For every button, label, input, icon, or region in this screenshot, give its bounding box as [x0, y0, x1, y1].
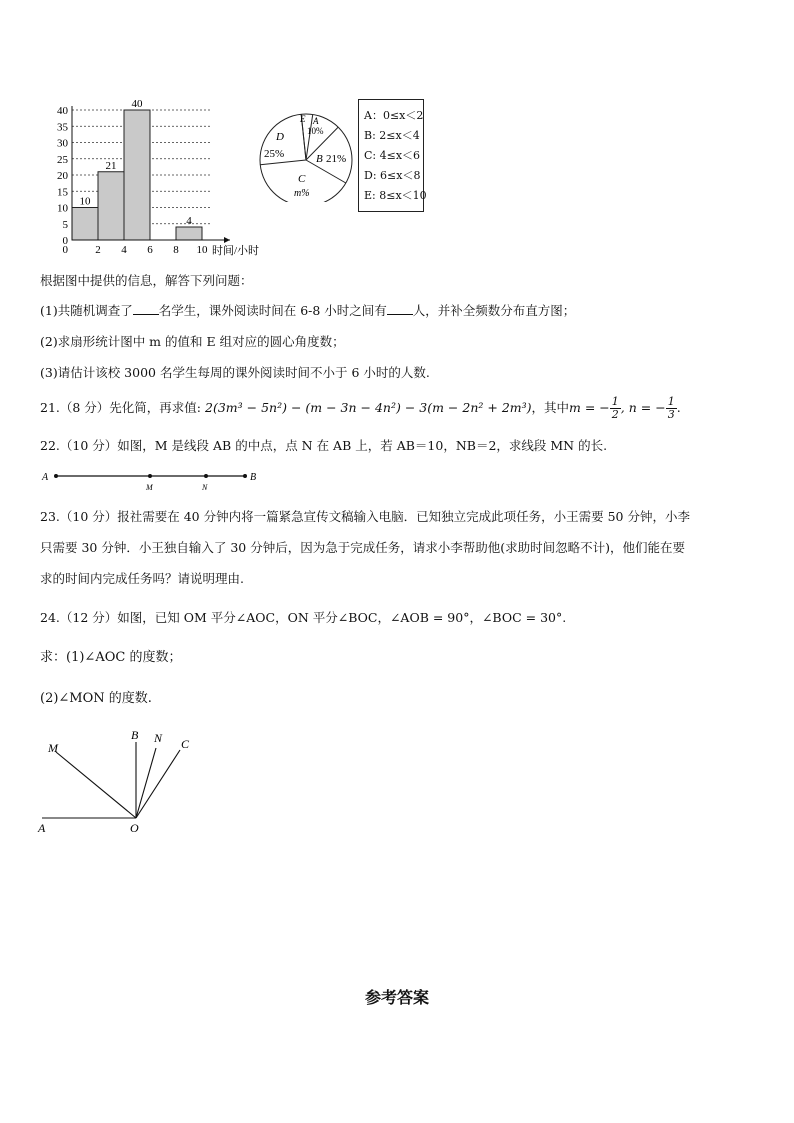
- point-m: [148, 474, 152, 478]
- pie-pct-a: 10%: [307, 126, 324, 136]
- y-tick-15: 15: [57, 186, 68, 199]
- histogram-chart: [40, 92, 272, 262]
- histogram-bars: [72, 110, 202, 240]
- y-tick-5: 5: [62, 218, 68, 231]
- angle-diagram: [34, 724, 204, 836]
- x-tick-2: 2: [95, 244, 101, 256]
- segment-diagram: [40, 466, 270, 494]
- pie-label-a: A: [313, 116, 319, 126]
- y-tick-20: 20: [57, 170, 68, 182]
- label-b: B: [131, 728, 139, 742]
- question-20-1: (1)共随机调查了 名学生，课外阅读时间在 6-8 小时之间有 人，并补全频数分布直方图；: [40, 303, 576, 318]
- question-24-part2: (2)∠MON 的度数.: [40, 691, 152, 706]
- q24-math: ∠AOC，ON 平分∠BOC，∠AOB = 90°，∠BOC = 30°: [235, 610, 563, 625]
- answer-blank-2[interactable]: [387, 302, 413, 315]
- pie-boundary-e: [306, 114, 313, 160]
- label-m: M: [146, 483, 153, 492]
- pie-pct-d: 25%: [264, 148, 285, 160]
- pie-chart: [256, 102, 356, 202]
- y-tick-40: 40: [57, 105, 68, 117]
- question-21: 21.（8 分）先化简，再求值: 2(3m³ − 5n²) − (m − 3n − 4n²) − 3(m − 2n² + 2m³)，其中m = − $\frac{1}{2}$ , n = − $\frac{1}{3}$ .: [40, 395, 681, 421]
- x-tick-6: 6: [147, 244, 153, 256]
- bar-label-4-6: 40: [131, 98, 143, 110]
- x-tick-8: 8: [173, 244, 179, 256]
- pie-label-e: E: [300, 114, 306, 124]
- point-n: [204, 474, 208, 478]
- ray-oc: [136, 750, 180, 818]
- q21-expression: 2(3m³ − 5n²) − (m − 3n − 4n²) − 3(m − 2n² + 2m³): [205, 400, 532, 415]
- question-20-3: (3)请估计该校 3000 名学生每周的课外阅读时间不小于 6 小时的人数.: [40, 365, 430, 380]
- legend-item-b: B: 2≤x＜4: [364, 129, 420, 142]
- legend-item-a: A：0≤x＜2: [364, 109, 424, 122]
- bar-label-2-4: 21: [105, 159, 117, 172]
- question-22: 22.（10 分）如图，M 是线段 AB 的中点，点 N 在 AB 上，若 AB＝10，NB＝2，求线段 MN 的长.: [40, 438, 608, 453]
- ray-om: [56, 752, 136, 818]
- intro-text: 根据图中提供的信息，解答下列问题：: [40, 273, 253, 288]
- point-b: [243, 474, 247, 478]
- y-tick-35: 35: [57, 121, 68, 134]
- y-tick-0: 0: [62, 235, 68, 247]
- label-a: A: [42, 472, 49, 483]
- x-tick-10: 10: [196, 244, 208, 256]
- y-tick-25: 25: [57, 153, 68, 166]
- label-n: N: [154, 731, 163, 745]
- x-axis-label: 时间/小时: [212, 245, 260, 257]
- fraction-m: $\frac{1}{2}$: [611, 395, 619, 421]
- y-tick-10: 10: [57, 202, 68, 215]
- question-23-line1: 23.（10 分）报社需要在 40 分钟内将一篇紧急宣传文稿输入电脑．已知独立完成此项任务，小王需要 50 分钟，小李: [40, 509, 690, 524]
- pie-label-c: C: [298, 173, 306, 185]
- pie-label-d: D: [276, 131, 284, 143]
- label-b: B: [250, 472, 257, 483]
- bar-8-10: [176, 227, 202, 240]
- question-23-line2: 只需要 30 分钟．小王独自输入了 30 分钟后，因为急于完成任务，请求小李帮助他(求助时间忽略不计)，他们能在要: [40, 540, 685, 555]
- pie-boundary-c: [260, 160, 306, 165]
- pie-legend: [358, 99, 427, 212]
- point-a: [54, 474, 58, 478]
- fraction-n: $\frac{1}{3}$: [667, 395, 675, 421]
- x-tick-4: 4: [121, 244, 127, 256]
- y-tick-30: 30: [57, 137, 68, 150]
- bar-label-8-10: 4: [186, 215, 192, 227]
- question-23-line3: 求的时间内完成任务吗？请说明理由.: [40, 571, 244, 586]
- label-a: A: [38, 821, 46, 835]
- legend-item-e: E: 8≤x＜10: [364, 189, 427, 202]
- bar-4-6: [124, 110, 150, 240]
- bar-0-2: [72, 208, 98, 241]
- x-tick-0: 0: [62, 244, 68, 256]
- legend-item-c: C: 4≤x＜6: [364, 149, 421, 162]
- legend-item-d: D: 6≤x＜8: [364, 169, 421, 182]
- pie-pct-c: m%: [294, 188, 310, 199]
- question-24-part1: 求：(1)∠AOC 的度数；: [40, 650, 182, 665]
- answer-section-title: 参考答案: [364, 988, 429, 1007]
- label-o: O: [130, 821, 139, 835]
- pie-pct-b: 21%: [326, 153, 347, 165]
- label-c: C: [181, 737, 190, 751]
- ray-on: [136, 748, 156, 818]
- label-m: M: [48, 741, 58, 755]
- pie-label-b: B: [316, 153, 323, 165]
- label-n: N: [202, 483, 208, 492]
- x-axis-arrow: [224, 237, 230, 243]
- question-20-2: (2)求扇形统计图中 m 的值和 E 组对应的圆心角度数；: [40, 334, 345, 349]
- bar-label-0-2: 10: [79, 195, 91, 208]
- bar-2-4: [98, 172, 124, 240]
- answer-blank-1[interactable]: [133, 302, 159, 315]
- question-24: 24.（12 分）如图，已知 OM 平分∠AOC，ON 平分∠BOC，∠AOB = 90°，∠BOC = 30°.: [40, 610, 567, 625]
